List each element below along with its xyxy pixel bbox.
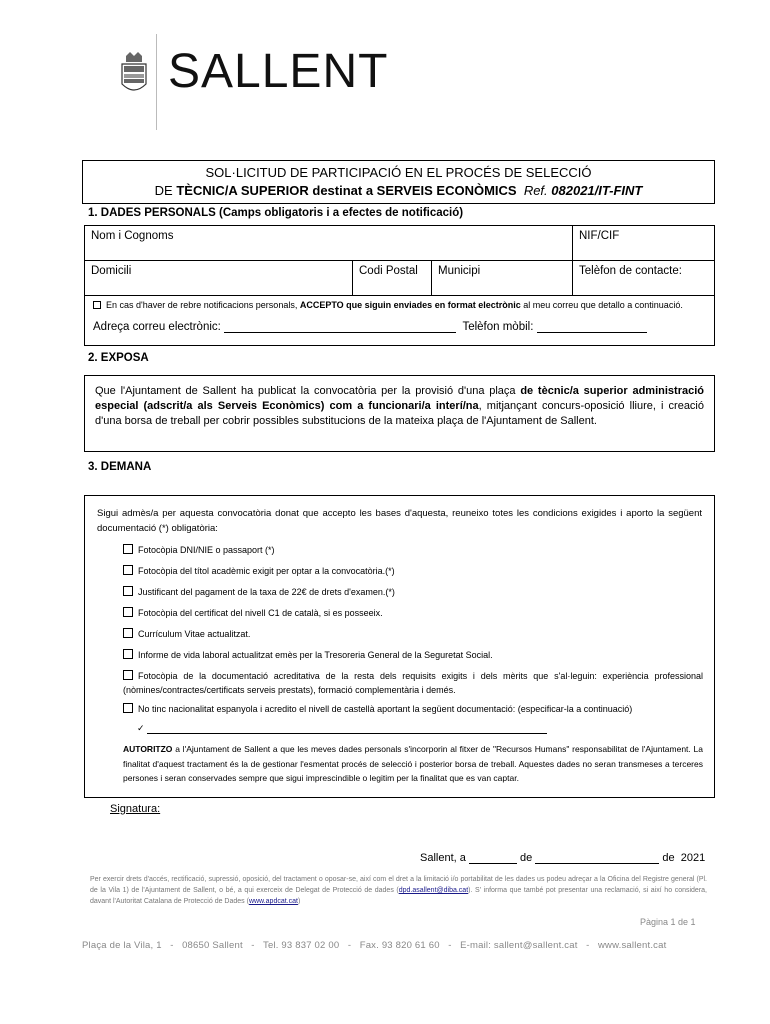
place-prefix: Sallent, a (420, 852, 466, 864)
doc-label-5: Currículum Vitae actualitzat. (138, 629, 251, 639)
year: 2021 (680, 852, 706, 864)
doc-label-2: Fotocòpia del títol acadèmic exigit per optar a la convocatòria.(*) (138, 566, 395, 576)
logo (108, 38, 389, 138)
title-prefix: DE (154, 183, 177, 198)
title-position: TÈCNIC/A SUPERIOR destinat a SERVEIS ECONÒMICS (176, 183, 517, 198)
notice-post: al meu correu que detallo a continuació. (520, 300, 683, 310)
demana-intro: Sigui admès/a per aquesta convocatòria donat que accepto les bases d'aquesta, reuneixo totes les condicions exigides i aporto la següent documentació (*) obligatòria: (97, 508, 702, 534)
doc-label-8: No tinc nacionalitat espanyola i acredito el nivell de castellà aportant la següent documentació: (especificar-la a continuació) (138, 704, 633, 714)
doc-checkbox-5[interactable] (123, 628, 133, 638)
exposa-text-bold: de tècnic/a superior administració especial (adscrit/a als Serveis Econòmics) com a funcionari/a interí/na (95, 385, 704, 412)
day-input-line[interactable] (469, 851, 517, 864)
doc-checkbox-1[interactable] (123, 544, 133, 554)
doc-checkbox-3[interactable] (123, 586, 133, 596)
doc-label-6: Informe de vida laboral actualitzat emès per la Tresoreria General de la Seguretat Social. (138, 650, 493, 660)
name-field[interactable] (85, 226, 573, 261)
doc-item-2 (123, 565, 395, 576)
autoritzo-body: a l'Ajuntament de Sallent a que les meves dades personals s'incorporin al fitxer de "Recursos Humans" responsabilitat de l'Ajuntament. La finalitat d'aquest tractament és la de gestionar l'esmentat procés de selecció i posterior borsa de treball. Aquestes dades no seran transmeses a terceres persones i seran conservades sempre que sigui imprescindible o legitim per la finalitat que es van captar. (123, 744, 703, 783)
doc-label-4: Fotocòpia del certificat del nivell C1 de català, si es posseeix. (138, 608, 383, 618)
doc-item-8 (123, 703, 632, 714)
doc-item-7 (123, 669, 703, 697)
place-date (420, 851, 705, 864)
doc-item-3 (123, 586, 395, 597)
accept-electronic-checkbox[interactable] (93, 301, 101, 309)
doc-item-4 (123, 607, 383, 618)
specify-row (137, 723, 547, 734)
municipi-field[interactable] (432, 261, 573, 296)
name-label: Nom i Cognoms (91, 230, 174, 242)
exposa-box (84, 375, 715, 452)
data-rights-notice (90, 874, 707, 907)
doc-label-7: Fotocòpia de la documentació acreditativa de la resta dels requisits exigits i dels mèrits que s'al·leguin: experiència professional (nòmines/contractes/certificats serveis prestats), formació complementària i demés. (123, 671, 703, 695)
specify-input-line[interactable] (147, 725, 547, 734)
logo-divider (156, 34, 157, 130)
doc-checkbox-4[interactable] (123, 607, 133, 617)
section-1-heading: 1. DADES PERSONALS (Camps obligatoris i a efectes de notificació) (88, 207, 464, 219)
signature-label: Signatura: (110, 803, 161, 815)
de-2: de (662, 852, 675, 864)
page-number: Pàgina 1 de 1 (640, 917, 696, 927)
nif-label: NIF/CIF (579, 230, 620, 242)
brand-name: SALLENT (168, 45, 389, 98)
ref-value: 082021/IT-FINT (551, 183, 643, 198)
autoritzo-text (123, 742, 703, 786)
email-input-line[interactable] (224, 320, 456, 333)
month-input-line[interactable] (535, 851, 659, 864)
check-mark-icon: ✓ (137, 723, 145, 733)
doc-label-1: Fotocòpia DNI/NIE o passaport (*) (138, 545, 275, 555)
de-1: de (520, 852, 533, 864)
doc-item-6 (123, 649, 493, 660)
ref-label: Ref. (523, 183, 548, 198)
mobile-label: Telèfon mòbil: (462, 321, 534, 333)
email-row (93, 320, 706, 333)
notice-bold: ACCEPTO que siguin enviades en format electrònic (299, 300, 521, 310)
form-title (82, 160, 715, 204)
section-3-heading: 3. DEMANA (88, 461, 152, 473)
domicili-field[interactable] (85, 261, 353, 296)
personal-data-table (84, 225, 715, 346)
domicili-label: Domicili (91, 265, 132, 277)
email-label: Adreça correu electrònic: (93, 321, 221, 333)
nif-field[interactable] (573, 226, 715, 261)
municipi-label: Municipi (438, 265, 481, 277)
notification-consent (93, 300, 706, 310)
exposa-text-pre: Que l'Ajuntament de Sallent ha publicat la convocatòria per la provisió d'una plaça (95, 385, 521, 397)
apdcat-link[interactable]: www.apdcat.cat (248, 898, 298, 905)
doc-item-5 (123, 628, 250, 639)
dpd-email-link[interactable]: dpd.asallent@diba.cat (398, 887, 469, 894)
rights-end: ) (297, 898, 301, 905)
notification-row (85, 296, 715, 346)
doc-item-1 (123, 544, 275, 555)
doc-checkbox-7[interactable] (123, 670, 133, 680)
doc-checkbox-8[interactable] (123, 703, 133, 713)
telefon-label: Telèfon de contacte: (579, 265, 682, 277)
doc-label-3: Justificant del pagament de la taxa de 22€ de drets d'examen.(*) (138, 587, 395, 597)
autoritzo-label: AUTORITZO (123, 744, 173, 754)
title-line-2 (83, 182, 714, 200)
address-footer: Plaça de la Vila, 1 - 08650 Sallent - Tel. 93 837 02 00 - Fax. 93 820 61 60 - E-mail: sallent@sallent.cat - www.sallent.cat (82, 940, 667, 951)
rights-mid: ). S' informa que també pot presentar una reclamació, si així ho considera, davant l'Autoritat Catalana de Protecció de Dades ( (90, 887, 707, 905)
rights-pre: Per exercir drets d'accés, rectificació, supressió, oposició, del tractament o oposar-se, així com el dret a la limitació i/o portabilitat de les dades us podeu adreçar a la Oficina del Registre general (Pl. de la Vila 1) de l'Ajuntament de Sallent, o bé, a qui exerceix de Delegat de Protecció de dades ( (90, 876, 707, 894)
notice-pre: En cas d'haver de rebre notificacions personals, (106, 300, 300, 310)
doc-checkbox-6[interactable] (123, 649, 133, 659)
codi-postal-field[interactable] (353, 261, 432, 296)
demana-box (84, 495, 715, 798)
title-line-1: SOL·LICITUD DE PARTICIPACIÓ EN EL PROCÉS DE SELECCIÓ (205, 165, 592, 180)
mobile-input-line[interactable] (537, 320, 647, 333)
codi-postal-label: Codi Postal (359, 265, 418, 277)
telefon-field[interactable] (573, 261, 715, 296)
exposa-text-post: , mitjançant concurs-oposició lliure, i creació d'una borsa de treball per cobrir possibles substitucions de la mateixa plaça de l'Ajuntament de Sallent. (95, 400, 704, 427)
coat-of-arms-icon (118, 50, 150, 98)
doc-checkbox-2[interactable] (123, 565, 133, 575)
section-2-heading: 2. EXPOSA (88, 352, 149, 364)
